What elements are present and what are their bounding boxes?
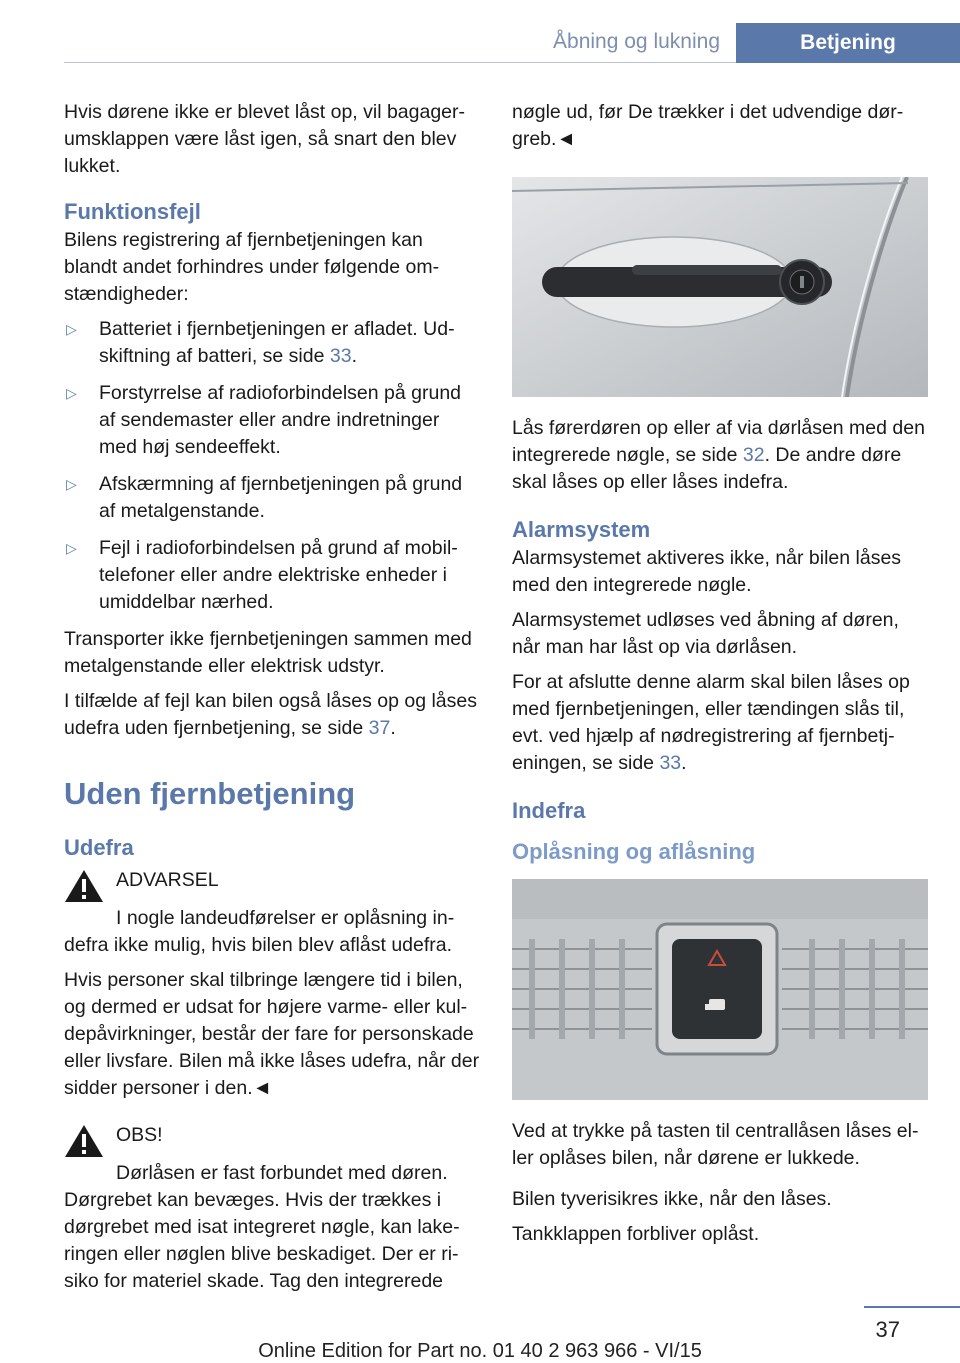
warning-title: ADVARSEL [116,869,219,891]
heading-udefra: Udefra [64,835,134,860]
page-link[interactable]: 32 [742,444,765,466]
list-item [64,535,480,616]
door-handle-image [512,177,928,397]
list-item [64,380,480,461]
list-item-text: Batteriet i fjernbetjeningen er afladet. Udskiftning af batteri, se side [99,318,455,367]
continued-paragraph: nøgle ud, før De trækker i det udvendige dørgreb.◄ [512,101,904,150]
alarm-paragraph-1: Alarmsystemet aktiveres ikke, når bilen låses med den integrerede nøgle. [512,547,902,596]
heading-funktionsfejl: Funktionsfejl [64,199,201,224]
footer-edition: Online Edition for Part no. 01 40 2 963 966 - VI/15 [258,1340,702,1362]
laas-after: . De andre døre skal låses op eller låses indefra. [512,444,902,493]
fejl-after: . [390,717,396,739]
laas-paragraph [512,415,928,496]
fejl-paragraph [64,688,480,742]
funktionsfejl-intro: Bilens registrering af fjernbetjeningen kan blandt andet forhindres under følgende omstændigheder: [64,229,440,305]
malfunction-list [64,316,480,616]
warning-text-continued: Hvis personer skal tilbringe længere tid i bilen, og dermed er udsat for højere varme- eller kuldepåvirkninger, består der fare for personskade eller livsfare. Bilen må ikke låses udefra, når der sidder personer i den.◄ [64,969,480,1099]
page-link[interactable]: 37 [368,717,391,739]
triangle-bullet-icon: ▷ [66,476,77,492]
central-lock-image [512,879,928,1100]
central-lock-illustration [512,879,928,1100]
page-link[interactable]: 33 [329,345,352,367]
door-handle-illustration [512,177,928,397]
list-item-text: Forstyrrelse af radioforbindelsen på grund af sendemaster eller andre indretninger med høj sendeeffekt. [99,382,462,458]
page-number: 37 [875,1317,900,1342]
heading-indefra: Indefra [512,798,586,823]
header-section-title: Åbning og lukning [553,30,720,53]
alarm-paragraph-3 [512,669,928,777]
caution-block [64,1122,480,1158]
warning-text: I nogle landeudførelser er oplåsning indefra ikke mulig, hvis bilen blev aflåst udefra. [64,907,455,956]
trykke-paragraph: Ved at trykke på tasten til centrallåsen låses eller oplåses bilen, når dørene er lukkede. [512,1120,919,1169]
list-item-text: Afskærmning af fjernbetjeningen på grund af metalgenstande. [99,473,463,522]
laas-text: Lås førerdøren op eller af via dørlåsen med den integrerede nøgle, se side [512,417,925,466]
footer-rule [864,1306,960,1308]
heading-oplaasning: Oplåsning og aflåsning [512,839,756,864]
list-item [64,316,480,370]
triangle-bullet-icon: ▷ [66,321,77,337]
alarm-paragraph-2: Alarmsystemet udløses ved åbning af døren, når man har låst op via dørlåsen. [512,609,899,658]
intro-paragraph: Hvis dørene ikke er blevet låst op, vil bagagerumsklappen være låst igen, så snart den blev lukket. [64,101,466,177]
list-item-after: . [351,345,357,367]
header-chapter-tab: Betjening [736,23,960,63]
page-link[interactable]: 33 [659,752,682,774]
triangle-bullet-icon: ▷ [66,385,77,401]
caution-title: OBS! [116,1124,163,1146]
alarm-text: For at afslutte denne alarm skal bilen låses op med fjernbetjeningen, eller tændingen slås til, evt. ved hjælp af nødregistrering af fjernbetjeningen, se side [512,671,910,774]
warning-triangle-icon [64,1124,104,1158]
tyveri-paragraph: Bilen tyverisikres ikke, når den låses. [512,1188,832,1210]
triangle-bullet-icon: ▷ [66,540,77,556]
fejl-text: I tilfælde af fejl kan bilen også låses op og låses udefra uden fjernbetjening, se side [64,690,477,739]
caution-text: Dørlåsen er fast forbundet med døren. Dørgrebet kan bevæges. Hvis der trækkes i dørgrebet med isat integreret nøgle, kan lakeringen eller nøglen blive beskadiget. Der er risiko for materiel skade. Tag den integrerede [64,1162,460,1292]
heading-alarmsystem: Alarmsystem [512,517,651,542]
tank-paragraph: Tankklappen forbliver oplåst. [512,1223,760,1245]
left-column [64,99,480,1303]
heading-uden-fjernbetjening: Uden fjernbetjening [64,776,356,811]
list-item-text: Fejl i radioforbindelsen på grund af mobiltelefoner eller andre elektriske enheder i umiddelbar nærhed. [99,537,458,613]
right-column [512,99,928,1256]
list-item [64,471,480,525]
alarm-after: . [681,752,687,774]
transport-paragraph: Transporter ikke fjernbetjeningen sammen med metalgenstande eller elektrisk udstyr. [64,628,472,677]
warning-triangle-icon [64,869,104,903]
warning-block [64,867,480,903]
